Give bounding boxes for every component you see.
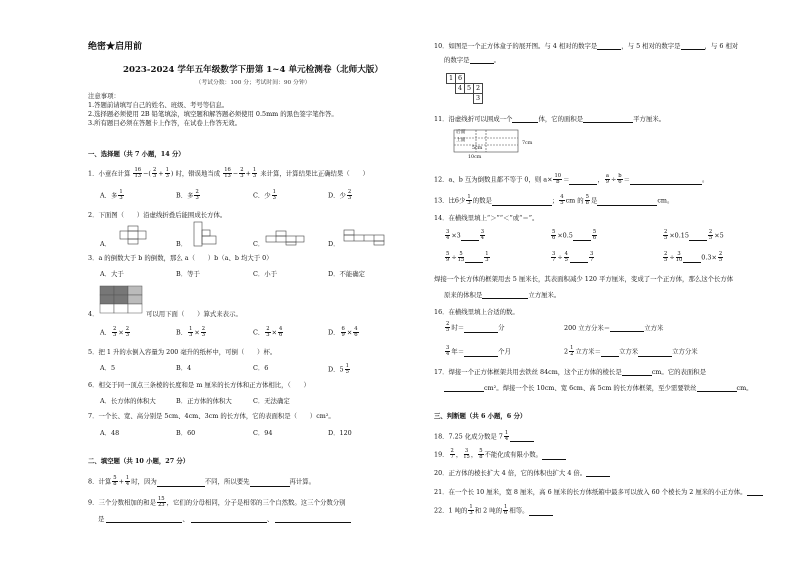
question-9-answer: 是 、 、 bbox=[98, 515, 351, 523]
shaded-grid-figure bbox=[100, 286, 144, 316]
net-label: 5cm bbox=[472, 146, 483, 151]
option-d: D． $\frac{6}{9}$ × $\frac{4}{6}$ bbox=[328, 326, 358, 339]
fill-item: $\frac{2}{5}$ 时＝ 分 bbox=[446, 321, 505, 334]
question-4: 可以用下面（ ）算式来表示。 bbox=[146, 310, 242, 318]
net-label: 7cm bbox=[522, 141, 533, 146]
option-d: D．不能确定 bbox=[328, 270, 366, 278]
judge-18: 18．7.25 化成分数是 7 $\frac{1}{4}$ bbox=[434, 431, 534, 442]
judge-20: 20．正方体的棱长扩大 4 倍，它的体积也扩大 4 倍。 bbox=[434, 469, 610, 477]
question-8: 8．计算 $\frac{5}{8}$ + $\frac{1}{4}$ 时，因为 不同，所以要先 再计算。 bbox=[88, 475, 316, 488]
option-b: B．等于 bbox=[176, 270, 200, 278]
option-c: C．少 $\frac{1}{3}$ bbox=[253, 189, 276, 202]
question-16: 16．在横线里填上合适的数。 bbox=[434, 308, 519, 316]
option-a: A．大于 bbox=[100, 270, 124, 278]
option-b: B． bbox=[176, 240, 188, 248]
question-10: 10．如图是一个正方体盒子的展开图。与 4 相对的数字是 ，与 5 相对的数字是 ，与 6 相对 bbox=[434, 42, 739, 50]
compare-item: $\frac{5}{9}$ ÷ $\frac{5}{15}$ $\frac{1}{3}$ bbox=[446, 251, 489, 264]
compare-item: $\frac{5}{6}$ ×0.5 $\frac{5}{6}$ bbox=[552, 229, 597, 242]
question-4-num: 4． bbox=[88, 310, 99, 318]
section-heading: 二、填空题（共 10 小题，27 分） bbox=[88, 457, 190, 465]
exam-subtitle: （考试分数：100 分；考试时间：90 分钟） bbox=[195, 80, 311, 86]
compare-item: $\frac{2}{5}$ ÷ $\frac{3}{10}$ 0.3× $\frac{2}{5}$ bbox=[664, 251, 723, 264]
question-17-cont: cm²。焊接一个长 10cm、宽 6cm、高 5cm 的长方体框架，至少需要铁丝 cm。 bbox=[444, 384, 753, 392]
question-14: 14．在横线里填上“＞”“＜”或“＝”。 bbox=[434, 214, 539, 222]
option-c: C． $\frac{2}{3}$ × $\frac{4}{6}$ bbox=[253, 326, 283, 339]
section-heading: 三、判断题（共 6 小题，6 分） bbox=[434, 412, 527, 420]
section-heading: 一、选择题（共 7 小题，14 分） bbox=[88, 150, 185, 158]
option-b: B．4 bbox=[176, 364, 192, 372]
question-6: 6．相交于同一顶点三条棱的长度和是 m 厘米的长方体和正方体相比，（ ） bbox=[88, 381, 310, 389]
confidential-mark: 绝密★启用前 bbox=[88, 42, 143, 52]
option-c: C．小于 bbox=[253, 270, 278, 278]
option-b: B． $\frac{1}{3}$ × $\frac{2}{3}$ bbox=[176, 326, 206, 339]
net-figure-c bbox=[266, 230, 306, 246]
notice-heading: 注意事项： bbox=[88, 92, 120, 100]
judge-22: 22．1 吨的 $\frac{1}{3}$ 和 2 吨的 $\frac{1}{6}$ 相等。 bbox=[434, 505, 553, 516]
question-15-cont: 原来的体积是 立方厘米。 bbox=[444, 291, 561, 299]
exam-title: 2023-2024 学年五年级数学下册第 1~4 单元检测卷（北师大版） bbox=[122, 65, 383, 75]
option-b: B．多 $\frac{2}{3}$ bbox=[176, 189, 199, 202]
option-a: A．48 bbox=[100, 429, 120, 437]
option-b: B．正方体的体积大 bbox=[176, 397, 232, 405]
net-figure-b bbox=[192, 222, 222, 248]
question-1: 1．小童在计算 $\frac{16}{13}$ −( $\frac{2}{3}$ + $\frac{1}{3}$ ) 时，错误地当成 $\frac{16}{13}$ − $\frac{2}{3}$ + $\frac{1}{3}$ 来计算，计算结果比正确结果（ ） bbox=[88, 167, 369, 180]
net-label: 后面 bbox=[456, 130, 466, 135]
option-a: A．多 $\frac{1}{3}$ bbox=[100, 189, 123, 202]
question-11: 11．沿虚线折可以围成一个 体，它的面积是 平方厘米。 bbox=[434, 115, 666, 123]
net-label: 上面 bbox=[456, 138, 466, 143]
fill-item: $\frac{3}{4}$ 年＝ 个月 bbox=[446, 345, 511, 358]
option-a: A． bbox=[100, 240, 112, 248]
notice-item: 3.所有题目必须在答题卡上作答，在试卷上作答无效。 bbox=[88, 119, 242, 127]
question-7: 7．一个长、宽、高分别是 5cm、4cm、3cm 的长方体，它的表面积是（ ）cm²。 bbox=[88, 412, 335, 420]
question-15: 焊接一个长方体的框架用去 5 厘米长，其表面积减少 120 平方厘米，变成了一个正方体，那么这个长方体 bbox=[434, 275, 734, 283]
option-d: D．120 bbox=[328, 429, 352, 437]
option-a: A．5 bbox=[100, 364, 116, 372]
option-c: C．94 bbox=[253, 429, 273, 437]
compare-item: $\frac{3}{7}$ ÷ $\frac{4}{5}$ $\frac{3}{7}$ bbox=[552, 251, 594, 264]
option-c: C．无法确定 bbox=[253, 397, 290, 405]
question-17: 17．焊接一个正方体框架共用去铁丝 84cm，这个正方体的棱长是 cm。它的表面积是 bbox=[434, 368, 707, 376]
notice-item: 2.选择题必须使用 2B 铅笔填涂，填空题和解答题必须使用 0.5mm 的黑色签字笔作答。 bbox=[88, 110, 338, 118]
option-d: D．少 $\frac{2}{3}$ bbox=[328, 189, 352, 202]
compare-item: $\frac{2}{5}$ ×0.15 $\frac{2}{5}$ ×5 bbox=[664, 229, 724, 242]
question-13: 13．比6少 $\frac{1}{3}$ 的数是 ； $\frac{4}{5}$ cm 的 $\frac{5}{8}$ 是 cm。 bbox=[434, 194, 674, 207]
option-c: C．6 bbox=[253, 364, 269, 372]
option-c: C． bbox=[253, 240, 265, 248]
option-a: A． $\frac{2}{3}$ × $\frac{2}{3}$ bbox=[100, 326, 129, 339]
question-10-cont: 的数字是 。 bbox=[444, 56, 500, 64]
question-12: 12．a、b 互为倒数且都不等于 0，则 a× $\frac{10}{b}$ ＝ ， $\frac{a}{9}$ ÷ $\frac{b}{6}$ ＝ 。 bbox=[434, 173, 709, 186]
option-b: B．60 bbox=[176, 429, 196, 437]
question-2: 2．下面图（ ）沿虚线折叠后能围成长方体。 bbox=[88, 211, 227, 219]
question-5: 5．把 1 升的水倒入容量为 200 毫升的纸杯中，可倒（ ）杯。 bbox=[88, 348, 277, 356]
option-d: D． bbox=[328, 240, 340, 248]
net-figure-d bbox=[344, 230, 388, 246]
net-label: 10cm bbox=[468, 155, 482, 160]
notice-item: 1.答题前请填写自己的姓名、班级、考号等信息。 bbox=[88, 101, 229, 109]
option-d: D．5 $\frac{1}{5}$ bbox=[328, 363, 349, 376]
fill-item: 2 $\frac{1}{2}$ 立方米＝ 立方米 立方分米 bbox=[564, 345, 698, 358]
net-figure-a bbox=[116, 226, 150, 246]
question-9: 9．三个分数相加的和是 $\frac{15}{23}$ ，它们的分母相同，分子是相邻的三个自然数。这三个分数分别 bbox=[88, 496, 346, 509]
compare-item: $\frac{3}{4}$ ×3 $\frac{3}{4}$ bbox=[446, 229, 485, 242]
option-a: A．长方体的体积大 bbox=[100, 397, 156, 405]
fill-item: 200 立方分米＝ 立方米 bbox=[564, 324, 664, 332]
judge-19: 19． $\frac{2}{7}$ ， $\frac{3}{15}$ ， $\frac{5}{8}$ 不能化成有限小数。 bbox=[434, 449, 566, 460]
question-3: 3．a 的倒数大于 b 的倒数，那么 a（ ）b（a、b 均大于 0） bbox=[88, 254, 273, 262]
judge-21: 21．在一个长 10 厘米，宽 8 厘米，高 6 厘米的长方体纸箱中最多可以放入 60 个棱长为 2 厘米的小正方体。 bbox=[434, 488, 763, 496]
